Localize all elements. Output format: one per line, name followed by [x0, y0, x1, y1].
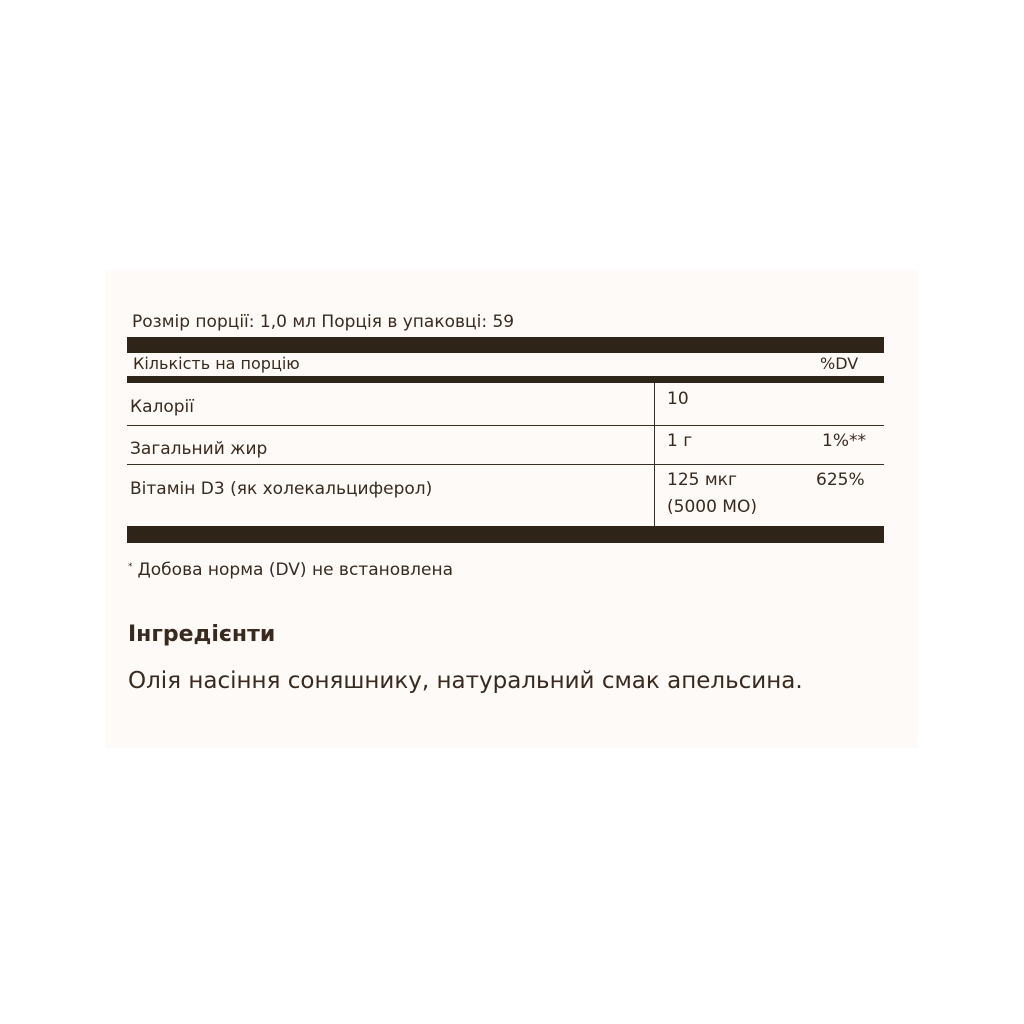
- ingredients-title: Інгредієнти: [128, 622, 276, 647]
- row-name-calories: Калорії: [130, 397, 194, 417]
- amount-per-serving-header: Кількість на порцію: [133, 354, 300, 373]
- serving-info: Розмір порції: 1,0 мл Порція в упаковці: 59: [132, 312, 515, 332]
- bottom-divider-bar: [127, 526, 884, 543]
- footnote-marker: *: [128, 562, 133, 572]
- footnote-text: Добова норма (DV) не встановлена: [137, 560, 454, 580]
- row-divider: [127, 464, 884, 465]
- column-separator: [654, 383, 655, 526]
- row-amount-vitamin-d3-iu: (5000 МО): [667, 497, 757, 517]
- row-amount-total-fat: 1 г: [667, 431, 693, 451]
- footnote: [128, 560, 453, 580]
- row-name-vitamin-d3: Вітамін D3 (як холекальциферол): [130, 479, 433, 499]
- top-divider-bar: [127, 337, 884, 353]
- row-dv-vitamin-d3: 625%: [816, 470, 865, 490]
- row-amount-calories: 10: [667, 389, 689, 409]
- row-amount-vitamin-d3: 125 мкг: [667, 470, 737, 490]
- dv-header: %DV: [820, 354, 859, 373]
- row-dv-total-fat: 1%**: [822, 431, 866, 451]
- row-divider: [127, 425, 884, 426]
- row-name-total-fat: Загальний жир: [130, 439, 268, 459]
- header-divider-bar: [127, 376, 884, 383]
- ingredients-text: Олія насіння соняшнику, натуральний смак апельсина.: [128, 668, 803, 694]
